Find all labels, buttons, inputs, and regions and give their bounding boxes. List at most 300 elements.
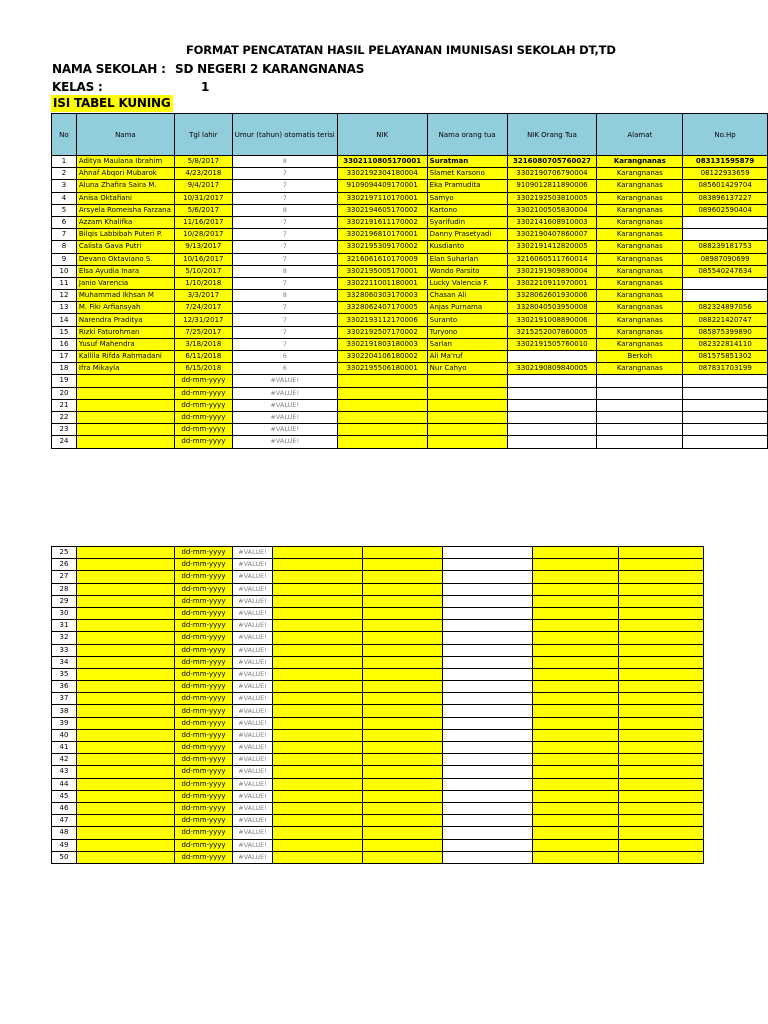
cell-nama[interactable]: Aluna Zhafira Saira M. (76, 180, 174, 192)
cell-nik-ortu[interactable]: 3302190407860007 (507, 229, 597, 241)
cell-alamat[interactable] (533, 559, 619, 571)
cell-nama[interactable] (77, 802, 175, 814)
cell-nik[interactable] (273, 827, 363, 839)
cell-nama-ortu[interactable]: Wondo Parsito (427, 265, 507, 277)
cell-nama[interactable] (77, 839, 175, 851)
cell-tgl-lahir[interactable]: 10/28/2017 (174, 229, 232, 241)
cell-nama[interactable] (77, 790, 175, 802)
cell-alamat[interactable] (533, 681, 619, 693)
cell-nik[interactable]: 3302211001180001 (337, 277, 427, 289)
cell-nik[interactable] (273, 571, 363, 583)
cell-nama-ortu[interactable] (427, 387, 507, 399)
cell-nohp[interactable] (619, 766, 704, 778)
cell-alamat[interactable]: Karangnanas (597, 314, 683, 326)
cell-nohp[interactable]: 083896137227 (683, 192, 768, 204)
cell-nama-ortu[interactable] (363, 693, 443, 705)
cell-nik[interactable] (273, 754, 363, 766)
cell-nohp[interactable] (619, 644, 704, 656)
cell-nama-ortu[interactable]: Suranto (427, 314, 507, 326)
cell-tgl-lahir[interactable]: dd-mm-yyyy (174, 424, 232, 436)
cell-nik[interactable] (273, 583, 363, 595)
school-value[interactable]: SD NEGERI 2 KARANGNANAS (175, 62, 365, 76)
cell-nama-ortu[interactable] (363, 766, 443, 778)
cell-nohp[interactable] (619, 547, 704, 559)
cell-nama[interactable] (77, 668, 175, 680)
cell-nik-ortu[interactable] (443, 644, 533, 656)
cell-nama-ortu[interactable]: Suratman (427, 156, 507, 168)
cell-nik[interactable] (337, 387, 427, 399)
cell-nik[interactable]: 3302195506180001 (337, 363, 427, 375)
cell-nama-ortu[interactable]: Nur Cahyo (427, 363, 507, 375)
cell-nohp[interactable] (683, 290, 768, 302)
cell-tgl-lahir[interactable]: dd-mm-yyyy (175, 571, 233, 583)
cell-nama[interactable] (76, 436, 174, 448)
cell-nama-ortu[interactable] (363, 815, 443, 827)
cell-nik-ortu[interactable]: 3328040503950008 (507, 302, 597, 314)
cell-tgl-lahir[interactable]: dd-mm-yyyy (175, 815, 233, 827)
cell-nik-ortu[interactable] (443, 705, 533, 717)
cell-nik-ortu[interactable] (443, 559, 533, 571)
cell-tgl-lahir[interactable]: dd-mm-yyyy (174, 436, 232, 448)
cell-nik-ortu[interactable] (443, 620, 533, 632)
cell-tgl-lahir[interactable]: 1/10/2018 (174, 277, 232, 289)
cell-nama-ortu[interactable] (363, 681, 443, 693)
cell-nik-ortu[interactable] (507, 375, 597, 387)
cell-tgl-lahir[interactable]: dd-mm-yyyy (175, 583, 233, 595)
cell-tgl-lahir[interactable]: dd-mm-yyyy (175, 656, 233, 668)
cell-nik-ortu[interactable] (507, 436, 597, 448)
cell-alamat[interactable] (533, 778, 619, 790)
cell-tgl-lahir[interactable]: dd-mm-yyyy (175, 668, 233, 680)
cell-nohp[interactable] (619, 790, 704, 802)
cell-nik[interactable] (273, 547, 363, 559)
cell-nik[interactable]: 3302191611170002 (337, 216, 427, 228)
cell-nik[interactable] (337, 424, 427, 436)
cell-nohp[interactable]: 085875399890 (683, 326, 768, 338)
cell-nik-ortu[interactable] (443, 571, 533, 583)
cell-nik[interactable] (273, 632, 363, 644)
cell-nama[interactable] (76, 411, 174, 423)
cell-nik[interactable] (337, 411, 427, 423)
cell-nik-ortu[interactable] (443, 790, 533, 802)
cell-nik[interactable]: 3302204106180002 (337, 351, 427, 363)
cell-tgl-lahir[interactable]: 3/3/2017 (174, 290, 232, 302)
cell-tgl-lahir[interactable]: dd-mm-yyyy (175, 607, 233, 619)
cell-nik[interactable]: 3328060303170003 (337, 290, 427, 302)
cell-alamat[interactable]: Berkoh (597, 351, 683, 363)
cell-tgl-lahir[interactable]: 5/8/2017 (174, 156, 232, 168)
cell-tgl-lahir[interactable]: dd-mm-yyyy (174, 375, 232, 387)
cell-nik-ortu[interactable] (443, 742, 533, 754)
cell-alamat[interactable] (533, 742, 619, 754)
cell-alamat[interactable]: Karangnanas (597, 302, 683, 314)
cell-nik[interactable] (273, 839, 363, 851)
cell-tgl-lahir[interactable]: 6/11/2018 (174, 351, 232, 363)
cell-tgl-lahir[interactable]: 10/16/2017 (174, 253, 232, 265)
cell-alamat[interactable] (597, 424, 683, 436)
cell-nik-ortu[interactable]: 3216080705760027 (507, 156, 597, 168)
cell-nik-ortu[interactable] (443, 815, 533, 827)
cell-nik[interactable]: 3302193112170006 (337, 314, 427, 326)
cell-nama[interactable] (77, 717, 175, 729)
cell-nohp[interactable] (683, 411, 768, 423)
cell-nama[interactable]: M. Fiki Arfiansyah (76, 302, 174, 314)
cell-nama[interactable] (77, 656, 175, 668)
cell-nik[interactable]: 3302197110170001 (337, 192, 427, 204)
cell-nama[interactable] (77, 693, 175, 705)
cell-nama-ortu[interactable] (363, 790, 443, 802)
cell-nama[interactable]: Calista Gava Putri (76, 241, 174, 253)
cell-alamat[interactable] (533, 729, 619, 741)
cell-nama[interactable]: Azzam Khalifka (76, 216, 174, 228)
cell-alamat[interactable] (597, 399, 683, 411)
cell-tgl-lahir[interactable]: dd-mm-yyyy (174, 387, 232, 399)
cell-nik[interactable]: 3302195309170002 (337, 241, 427, 253)
cell-nama-ortu[interactable] (363, 827, 443, 839)
cell-tgl-lahir[interactable]: dd-mm-yyyy (175, 547, 233, 559)
cell-nama-ortu[interactable]: Chasan Ali (427, 290, 507, 302)
cell-tgl-lahir[interactable]: dd-mm-yyyy (175, 595, 233, 607)
cell-tgl-lahir[interactable]: dd-mm-yyyy (175, 742, 233, 754)
cell-nik[interactable]: 3216061610170009 (337, 253, 427, 265)
cell-alamat[interactable] (597, 375, 683, 387)
cell-tgl-lahir[interactable]: 7/25/2017 (174, 326, 232, 338)
cell-nohp[interactable] (619, 729, 704, 741)
cell-nama-ortu[interactable]: Ali Ma'ruf (427, 351, 507, 363)
cell-nik[interactable]: 3302196810170001 (337, 229, 427, 241)
cell-tgl-lahir[interactable]: dd-mm-yyyy (174, 411, 232, 423)
cell-nik[interactable]: 3328062407170005 (337, 302, 427, 314)
cell-nama[interactable] (76, 424, 174, 436)
cell-nik[interactable]: 3302191803180003 (337, 338, 427, 350)
cell-nama[interactable] (77, 742, 175, 754)
cell-alamat[interactable] (533, 815, 619, 827)
cell-tgl-lahir[interactable]: dd-mm-yyyy (175, 778, 233, 790)
cell-nama[interactable]: Ahnaf Abqori Mubarok (76, 168, 174, 180)
cell-alamat[interactable]: Karangnanas (597, 204, 683, 216)
cell-nik[interactable] (337, 399, 427, 411)
cell-alamat[interactable]: Karangnanas (597, 290, 683, 302)
cell-nohp[interactable] (619, 620, 704, 632)
cell-alamat[interactable]: Karangnanas (597, 156, 683, 168)
cell-alamat[interactable]: Karangnanas (597, 216, 683, 228)
cell-nama[interactable] (77, 644, 175, 656)
cell-alamat[interactable] (533, 790, 619, 802)
cell-nik-ortu[interactable]: 3302190809840005 (507, 363, 597, 375)
cell-nama[interactable]: Arsyela Romeisha Farzana (76, 204, 174, 216)
cell-nik[interactable] (337, 375, 427, 387)
cell-nohp[interactable] (619, 802, 704, 814)
cell-nama[interactable]: Narendra Praditya (76, 314, 174, 326)
cell-alamat[interactable] (533, 802, 619, 814)
cell-nik-ortu[interactable] (443, 547, 533, 559)
cell-tgl-lahir[interactable]: 6/15/2018 (174, 363, 232, 375)
cell-nama-ortu[interactable] (363, 595, 443, 607)
cell-nohp[interactable]: 081575851302 (683, 351, 768, 363)
cell-nama-ortu[interactable] (427, 399, 507, 411)
cell-nik-ortu[interactable]: 3215252007860005 (507, 326, 597, 338)
cell-alamat[interactable] (533, 595, 619, 607)
class-value[interactable]: 1 (201, 80, 210, 94)
cell-nama-ortu[interactable] (363, 559, 443, 571)
cell-nama-ortu[interactable] (427, 375, 507, 387)
cell-nohp[interactable]: 082322814110 (683, 338, 768, 350)
cell-nama-ortu[interactable] (363, 656, 443, 668)
cell-nama-ortu[interactable] (363, 607, 443, 619)
cell-nik[interactable] (337, 436, 427, 448)
cell-nik-ortu[interactable]: 3302192503810005 (507, 192, 597, 204)
cell-nohp[interactable] (619, 815, 704, 827)
cell-nik-ortu[interactable]: 3302100505830004 (507, 204, 597, 216)
cell-tgl-lahir[interactable]: dd-mm-yyyy (175, 681, 233, 693)
cell-nohp[interactable] (683, 424, 768, 436)
cell-nik-ortu[interactable] (507, 387, 597, 399)
cell-nik[interactable] (273, 766, 363, 778)
cell-nohp[interactable]: 089602590404 (683, 204, 768, 216)
cell-tgl-lahir[interactable]: 12/31/2017 (174, 314, 232, 326)
cell-alamat[interactable] (533, 656, 619, 668)
cell-tgl-lahir[interactable]: dd-mm-yyyy (175, 632, 233, 644)
cell-nik-ortu[interactable]: 3302191909890004 (507, 265, 597, 277)
cell-nik[interactable]: 9109094409170001 (337, 180, 427, 192)
cell-nama-ortu[interactable]: Sarlan (427, 338, 507, 350)
cell-tgl-lahir[interactable]: dd-mm-yyyy (175, 766, 233, 778)
cell-alamat[interactable]: Karangnanas (597, 265, 683, 277)
cell-nama-ortu[interactable] (427, 436, 507, 448)
cell-alamat[interactable] (533, 583, 619, 595)
cell-nama-ortu[interactable] (363, 754, 443, 766)
cell-nik-ortu[interactable] (443, 851, 533, 863)
cell-tgl-lahir[interactable]: 7/24/2017 (174, 302, 232, 314)
cell-nama[interactable]: Bilqis Labbibah Puteri P. (76, 229, 174, 241)
cell-nama[interactable] (77, 705, 175, 717)
cell-alamat[interactable] (533, 668, 619, 680)
cell-nama-ortu[interactable] (363, 583, 443, 595)
cell-nohp[interactable] (683, 277, 768, 289)
cell-nik-ortu[interactable]: 3302191008890006 (507, 314, 597, 326)
cell-nama[interactable]: Rizki Faturohman (76, 326, 174, 338)
cell-alamat[interactable] (533, 705, 619, 717)
cell-nama-ortu[interactable] (363, 571, 443, 583)
cell-tgl-lahir[interactable]: 9/4/2017 (174, 180, 232, 192)
cell-nik[interactable] (273, 729, 363, 741)
cell-nohp[interactable] (619, 571, 704, 583)
cell-nik-ortu[interactable] (443, 607, 533, 619)
cell-nama[interactable] (77, 547, 175, 559)
cell-nama-ortu[interactable]: Lucky Valencia F. (427, 277, 507, 289)
cell-nama[interactable] (77, 778, 175, 790)
cell-nik[interactable] (273, 717, 363, 729)
cell-nama[interactable]: Janio Varencia (76, 277, 174, 289)
cell-nohp[interactable] (683, 375, 768, 387)
cell-nik[interactable] (273, 656, 363, 668)
cell-alamat[interactable]: Karangnanas (597, 180, 683, 192)
cell-nik[interactable] (273, 815, 363, 827)
cell-nama-ortu[interactable] (363, 717, 443, 729)
cell-nohp[interactable] (619, 681, 704, 693)
cell-nama-ortu[interactable] (363, 632, 443, 644)
cell-nama-ortu[interactable] (363, 705, 443, 717)
cell-nama-ortu[interactable]: Danny Prasetyadi (427, 229, 507, 241)
cell-nik-ortu[interactable] (443, 668, 533, 680)
cell-nohp[interactable] (619, 851, 704, 863)
cell-nohp[interactable]: 088221420747 (683, 314, 768, 326)
cell-nama[interactable] (77, 583, 175, 595)
cell-nik-ortu[interactable]: 3328062601930006 (507, 290, 597, 302)
cell-nik-ortu[interactable]: 3302210911970001 (507, 277, 597, 289)
cell-nik[interactable]: 3302110805170001 (337, 156, 427, 168)
cell-nohp[interactable] (619, 705, 704, 717)
cell-nama[interactable] (77, 559, 175, 571)
cell-nama[interactable] (77, 766, 175, 778)
cell-alamat[interactable]: Karangnanas (597, 192, 683, 204)
cell-nohp[interactable] (683, 387, 768, 399)
cell-nama[interactable] (77, 851, 175, 863)
cell-nohp[interactable] (619, 583, 704, 595)
cell-alamat[interactable]: Karangnanas (597, 253, 683, 265)
cell-alamat[interactable]: Karangnanas (597, 326, 683, 338)
cell-nama[interactable] (77, 620, 175, 632)
cell-nohp[interactable] (683, 436, 768, 448)
cell-nama[interactable]: Anisa Oktafiani (76, 192, 174, 204)
cell-nik-ortu[interactable] (443, 802, 533, 814)
cell-nik-ortu[interactable] (443, 632, 533, 644)
cell-alamat[interactable] (533, 644, 619, 656)
cell-nik-ortu[interactable] (443, 656, 533, 668)
cell-nohp[interactable] (683, 399, 768, 411)
cell-nama-ortu[interactable]: Eka Pramudita (427, 180, 507, 192)
cell-nik[interactable] (273, 851, 363, 863)
cell-tgl-lahir[interactable]: dd-mm-yyyy (175, 559, 233, 571)
cell-nama[interactable] (77, 595, 175, 607)
cell-nohp[interactable] (619, 632, 704, 644)
cell-nik-ortu[interactable] (507, 411, 597, 423)
cell-nik[interactable] (273, 705, 363, 717)
cell-nohp[interactable]: 085540247634 (683, 265, 768, 277)
cell-nik[interactable] (273, 693, 363, 705)
cell-nohp[interactable]: 083131595879 (683, 156, 768, 168)
cell-nik-ortu[interactable] (443, 827, 533, 839)
cell-alamat[interactable]: Karangnanas (597, 168, 683, 180)
cell-nik[interactable] (273, 790, 363, 802)
cell-alamat[interactable] (533, 839, 619, 851)
cell-nama[interactable]: Muhammad Ikhsan M (76, 290, 174, 302)
cell-nik[interactable] (273, 644, 363, 656)
cell-alamat[interactable] (597, 411, 683, 423)
cell-nik-ortu[interactable] (507, 424, 597, 436)
cell-nik[interactable]: 3302195005170001 (337, 265, 427, 277)
cell-nama-ortu[interactable] (363, 547, 443, 559)
cell-tgl-lahir[interactable]: 5/6/2017 (174, 204, 232, 216)
cell-nik[interactable]: 3302194605170002 (337, 204, 427, 216)
cell-nama[interactable]: Devano Oktaviano S. (76, 253, 174, 265)
cell-alamat[interactable]: Karangnanas (597, 338, 683, 350)
cell-nohp[interactable] (619, 778, 704, 790)
cell-nik-ortu[interactable]: 9109012811890006 (507, 180, 597, 192)
cell-nohp[interactable] (619, 717, 704, 729)
cell-nik-ortu[interactable]: 3302191505760010 (507, 338, 597, 350)
cell-alamat[interactable] (533, 851, 619, 863)
cell-tgl-lahir[interactable]: 4/23/2018 (174, 168, 232, 180)
cell-nik[interactable]: 3302192507170002 (337, 326, 427, 338)
cell-alamat[interactable]: Karangnanas (597, 241, 683, 253)
cell-nohp[interactable]: 082324897056 (683, 302, 768, 314)
cell-nik[interactable]: 3302192304180004 (337, 168, 427, 180)
cell-nohp[interactable]: 088239181753 (683, 241, 768, 253)
cell-nama-ortu[interactable] (363, 729, 443, 741)
cell-nama[interactable] (76, 399, 174, 411)
cell-nik-ortu[interactable] (443, 754, 533, 766)
cell-alamat[interactable] (533, 754, 619, 766)
cell-nik-ortu[interactable] (443, 595, 533, 607)
cell-tgl-lahir[interactable]: 9/13/2017 (174, 241, 232, 253)
cell-nohp[interactable]: 087831703199 (683, 363, 768, 375)
cell-nik-ortu[interactable] (443, 583, 533, 595)
cell-alamat[interactable] (533, 620, 619, 632)
cell-tgl-lahir[interactable]: dd-mm-yyyy (175, 839, 233, 851)
cell-nohp[interactable] (683, 229, 768, 241)
cell-nohp[interactable]: 08987090699 (683, 253, 768, 265)
cell-nama-ortu[interactable]: Turyono (427, 326, 507, 338)
cell-nik[interactable] (273, 607, 363, 619)
cell-nik-ortu[interactable] (443, 681, 533, 693)
cell-nama[interactable] (77, 571, 175, 583)
cell-nama-ortu[interactable] (363, 644, 443, 656)
cell-tgl-lahir[interactable]: 11/16/2017 (174, 216, 232, 228)
cell-nik-ortu[interactable] (443, 766, 533, 778)
cell-nama-ortu[interactable]: Syarifudin (427, 216, 507, 228)
cell-nama-ortu[interactable]: Anjas Purnama (427, 302, 507, 314)
cell-nohp[interactable] (619, 668, 704, 680)
cell-nik[interactable] (273, 802, 363, 814)
cell-tgl-lahir[interactable]: 10/31/2017 (174, 192, 232, 204)
cell-tgl-lahir[interactable]: dd-mm-yyyy (175, 644, 233, 656)
cell-nik[interactable] (273, 595, 363, 607)
cell-nik-ortu[interactable] (507, 399, 597, 411)
cell-nama[interactable] (77, 815, 175, 827)
cell-tgl-lahir[interactable]: dd-mm-yyyy (175, 705, 233, 717)
cell-nama[interactable] (77, 632, 175, 644)
cell-nama[interactable] (76, 375, 174, 387)
cell-nik[interactable] (273, 778, 363, 790)
cell-nik[interactable] (273, 742, 363, 754)
cell-nama-ortu[interactable] (363, 802, 443, 814)
cell-tgl-lahir[interactable]: dd-mm-yyyy (175, 717, 233, 729)
cell-nama[interactable] (77, 729, 175, 741)
cell-alamat[interactable]: Karangnanas (597, 363, 683, 375)
cell-nama-ortu[interactable] (363, 620, 443, 632)
cell-alamat[interactable] (533, 632, 619, 644)
cell-nohp[interactable]: 085601429704 (683, 180, 768, 192)
cell-nik-ortu[interactable]: 3216060511760014 (507, 253, 597, 265)
cell-nama-ortu[interactable] (363, 668, 443, 680)
cell-nohp[interactable] (619, 595, 704, 607)
cell-nama[interactable] (77, 607, 175, 619)
cell-alamat[interactable] (533, 547, 619, 559)
cell-nama-ortu[interactable] (427, 424, 507, 436)
cell-alamat[interactable] (597, 387, 683, 399)
cell-tgl-lahir[interactable]: dd-mm-yyyy (175, 802, 233, 814)
cell-nama-ortu[interactable] (363, 742, 443, 754)
cell-tgl-lahir[interactable]: dd-mm-yyyy (174, 399, 232, 411)
cell-tgl-lahir[interactable]: 3/18/2018 (174, 338, 232, 350)
cell-nohp[interactable] (619, 607, 704, 619)
cell-alamat[interactable] (533, 693, 619, 705)
cell-nik[interactable] (273, 668, 363, 680)
cell-nik-ortu[interactable] (507, 351, 597, 363)
cell-nama-ortu[interactable] (427, 411, 507, 423)
cell-nohp[interactable] (619, 827, 704, 839)
